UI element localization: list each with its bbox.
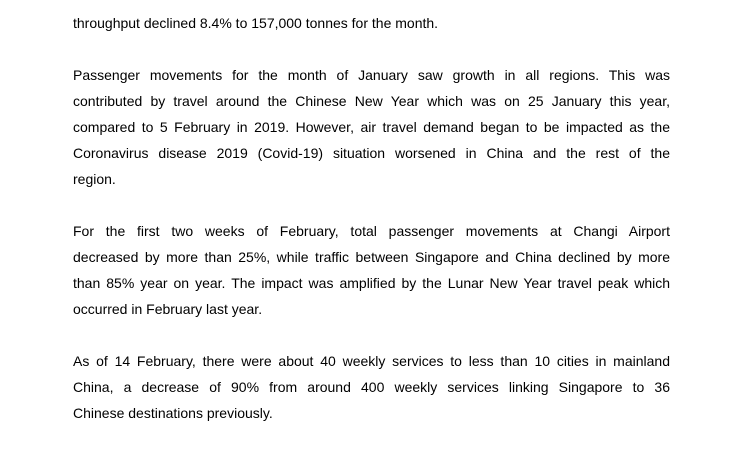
paragraph-line: throughput declined 8.4% to 157,000 tonnes for the month. [73,15,439,31]
paragraph-weekly-services [73,348,670,426]
paragraph-line: Chinese destinations previously. [73,405,273,421]
paragraph-line: China, a decrease of 90% from around 400 weekly services linking Singapore to 36 [73,379,670,395]
paragraph-cargo [73,0,670,36]
document-body [73,0,670,452]
paragraph-line: Passenger movements for the month of January saw growth in all regions. This was [73,67,670,83]
paragraph-line: compared to 5 February in 2019. However, air travel demand began to be impacted as the [73,119,670,135]
paragraph-line: contributed by travel around the Chinese New Year which was on 25 January this year, [73,93,670,109]
paragraph-line: than 85% year on year. The impact was amplified by the Lunar New Year travel peak which [73,275,670,291]
paragraph-february-movements [73,218,670,322]
paragraph-line: region. [73,171,116,187]
paragraph-line: decreased by more than 25%, while traffic between Singapore and China declined by more [73,249,670,265]
paragraph-line: As of 14 February, there were about 40 weekly services to less than 10 cities in mainland [73,353,670,369]
paragraph-line: For the first two weeks of February, total passenger movements at Changi Airport [73,223,670,239]
paragraph-passenger-january [73,62,670,192]
paragraph-line: Coronavirus disease 2019 (Covid-19) situation worsened in China and the rest of the [73,145,670,161]
paragraph-line: occurred in February last year. [73,301,263,317]
